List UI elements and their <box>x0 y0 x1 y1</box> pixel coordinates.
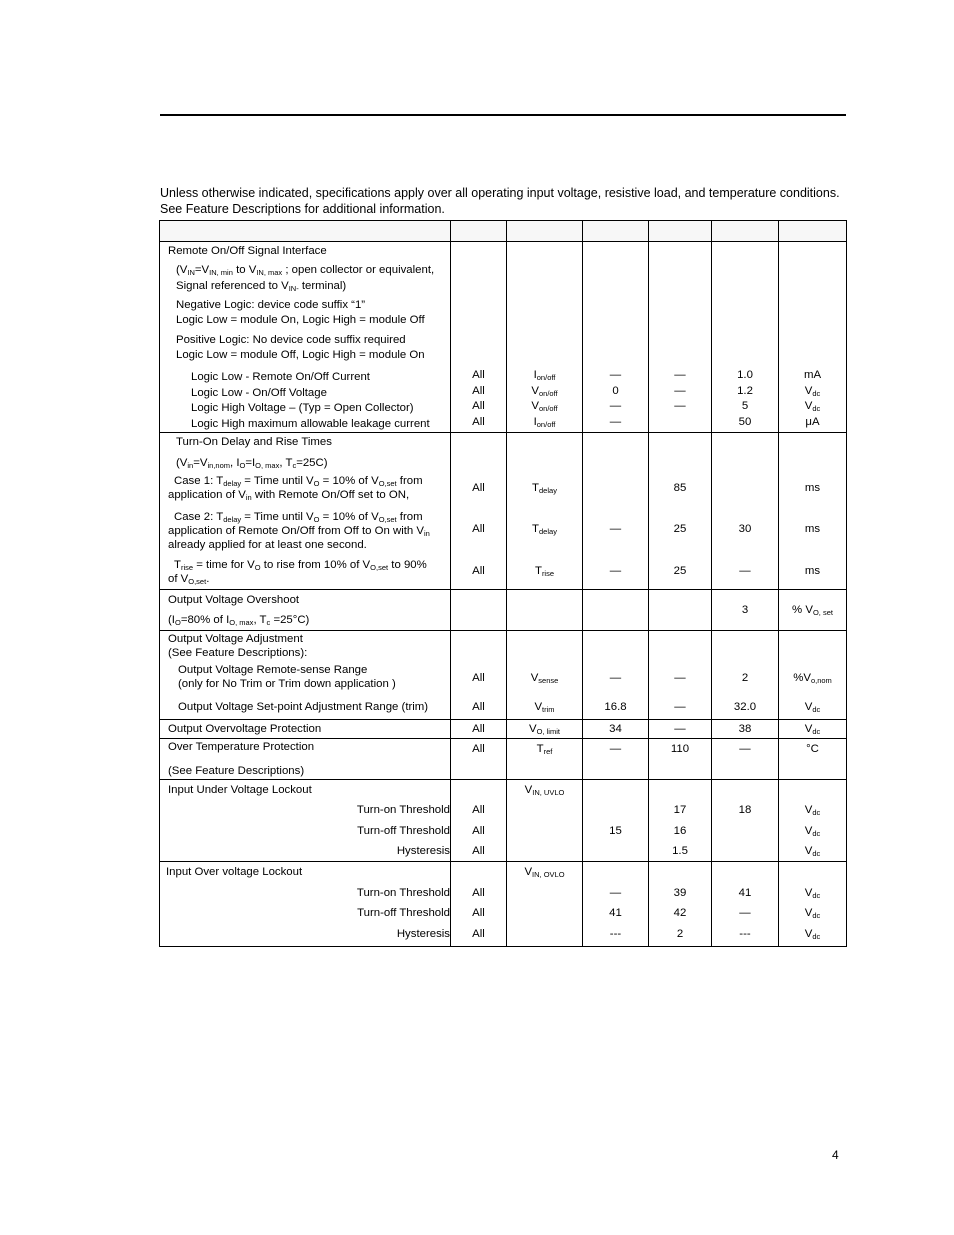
ovlo-row-2: Hysteresis All --- 2 --- $V_{dc}$ <box>160 923 847 947</box>
header-max <box>712 221 779 242</box>
header-symbol <box>507 221 583 242</box>
header-device <box>451 221 507 242</box>
header-unit <box>779 221 847 242</box>
ovlo-title: Input Over voltage Lockout <box>166 866 303 879</box>
turnon-rise-row: $T_{rise}$ = time for $V_O$ to rise from 10% of $V_{O,set}$ to 90% of $V_{O,set}$. All $T_{rise}$ — 25 — ms <box>160 553 847 589</box>
uvlo-title-row: Input Under Voltage Lockout $V_{IN, UVLO}$ <box>160 780 847 800</box>
positive-logic-line1: Positive Logic: No device code suffix required <box>176 334 406 346</box>
negative-logic-line1: Negative Logic: device code suffix “1” <box>176 299 366 311</box>
adjust-title2: (See Feature Descriptions): <box>168 646 308 659</box>
otp-row: Over Temperature Protection (See Feature Descriptions) All $T_{ref}$ — 110 — °C <box>160 739 847 780</box>
turnon-case2-row: Case 2: $T_{delay}$ = Time until $V_O = 10\%$ of $V_{O,set}$ from application of Remote On/Off from Off to On with $V_{in}$ already applied for at least one second. All $T_{delay}$ — 25 30 ms <box>160 505 847 553</box>
top-rule <box>160 114 846 116</box>
remote-onoff-param-cell <box>160 242 451 433</box>
intro-text: Unless otherwise indicated, specifications apply over all operating input voltage, resistive load, and temperature conditions. See Feature Descriptions for additional information. <box>160 186 840 216</box>
remote-min-cell: — 0 — — <box>583 242 649 433</box>
case2-line3: already applied for at least one second. <box>168 539 367 551</box>
sense-line1: Output Voltage Remote-sense Range <box>178 663 368 676</box>
remote-onoff-condition-a: ($V_{IN}=V_{IN, min}$ to $V_{IN, max}$ ; open collector or equivalent, <box>176 264 435 277</box>
ovp-row: Output Overvoltage Protection All $V_{O, limit}$ 34 — 38 $V_{dc}$ <box>160 720 847 739</box>
turnon-condition: ($V_{in}=V_{in,nom}$, $I_O=I_{O, max}$, $T_c=25C$) <box>176 457 328 470</box>
remote-onoff-condition-b: Signal referenced to $V_{IN-}$ terminal) <box>176 280 347 293</box>
remote-onoff-title: Remote On/Off Signal Interface <box>168 245 327 257</box>
rise-line1: $T_{rise}$ = time for $V_O$ to rise from 10% of $V_{O,set}$ to 90% <box>174 559 427 572</box>
otp-label2: (See Feature Descriptions) <box>168 765 305 777</box>
ovlo-row-1: Turn-off Threshold All 41 42 — $V_{dc}$ <box>160 903 847 923</box>
adjust-title: Output Voltage Adjustment <box>168 632 303 645</box>
remote-typ-cell: — — — <box>649 242 712 433</box>
negative-logic-line2: Logic Low = module On, Logic High = module Off <box>176 314 425 326</box>
rise-line2: of $V_{O,set}$. <box>168 573 210 586</box>
otp-label: Over Temperature Protection <box>168 741 315 753</box>
overshoot-row: Output Voltage Overshoot ($I_O=80\%$ of $I_{O, max}$, $T_c =25^\circ C$) 3 % $V_{O, set}$ <box>160 589 847 630</box>
trim-label: Output Voltage Set-point Adjustment Range (trim) <box>178 701 429 714</box>
overshoot-title: Output Voltage Overshoot <box>168 593 300 606</box>
header-parameter <box>160 221 451 242</box>
header-min <box>583 221 649 242</box>
header-typ <box>649 221 712 242</box>
remote-param-0: Logic Low - Remote On/Off Current <box>191 371 370 383</box>
remote-param-1: Logic Low - On/Off Voltage <box>191 386 327 399</box>
remote-symbol-cell: $I_{on/off}$ $V_{on/off}$ $V_{on/off}$ $I_{on/off}$ <box>507 242 583 433</box>
spec-table <box>159 220 847 947</box>
case1-line1: Case 1: $T_{delay}$ = Time until $V_O = 10\%$ of $V_{O,set}$ from <box>174 475 423 488</box>
adjust-title-row <box>160 630 847 660</box>
remote-param-3: Logic High maximum allowable leakage current <box>191 417 430 430</box>
header-row <box>160 221 847 242</box>
case2-line2: application of Remote On/Off from Off to On with $V_{in}$ <box>168 525 430 538</box>
ovlo-row-0: Turn-on Threshold All — 39 41 $V_{dc}$ <box>160 883 847 903</box>
turnon-case1-row: Case 1: $T_{delay}$ = Time until $V_O = 10\%$ of $V_{O,set}$ from application of $V_{in}$ with Remote On/Off set to ON, All $T_{delay}$ 85 ms <box>160 471 847 505</box>
remote-param-2: Logic High Voltage – (Typ = Open Collector) <box>191 402 414 414</box>
adjust-trim-row: Output Voltage Set-point Adjustment Range (trim) All $V_{trim}$ 16.8 — 32.0 $V_{dc}$ <box>160 696 847 720</box>
uvlo-row-0: Turn-on Threshold All 17 18 $V_{dc}$ <box>160 800 847 821</box>
remote-max-cell: 1.0 1.2 5 50 <box>712 242 779 433</box>
case2-line1: Case 2: $T_{delay}$ = Time until $V_O = 10\%$ of $V_{O,set}$ from <box>174 511 423 524</box>
turnon-title-row <box>160 433 847 472</box>
uvlo-title: Input Under Voltage Lockout <box>168 783 312 796</box>
adjust-sense-row: Output Voltage Remote-sense Range (only for No Trim or Trim down application ) All $V_{sense}$ — — 2 $\%V_{o,nom}$ <box>160 660 847 696</box>
uvlo-row-2: Hysteresis All 1.5 $V_{dc}$ <box>160 841 847 862</box>
sense-line2: (only for No Trim or Trim down application ) <box>178 677 396 690</box>
ovp-label: Output Overvoltage Protection <box>168 723 322 735</box>
remote-onoff-section <box>160 242 847 433</box>
case1-line2: application of $V_{in}$ with Remote On/Off set to ON, <box>168 489 410 502</box>
overshoot-condition: ($I_O=80\%$ of $I_{O, max}$, $T_c =25^\circ C$) <box>168 613 310 627</box>
turnon-title: Turn-On Delay and Rise Times <box>176 436 332 448</box>
positive-logic-line2: Logic Low = module Off, Logic High = module On <box>176 349 425 361</box>
remote-unit-cell: mA $V_{dc}$ $V_{dc}$ μA <box>779 242 847 433</box>
page-number: 4 <box>832 1148 839 1162</box>
uvlo-row-1: Turn-off Threshold All 15 16 $V_{dc}$ <box>160 821 847 841</box>
remote-device-cell: All All All All <box>451 242 507 433</box>
ovlo-title-row: Input Over voltage Lockout $V_{IN, OVLO}$ <box>160 862 847 883</box>
